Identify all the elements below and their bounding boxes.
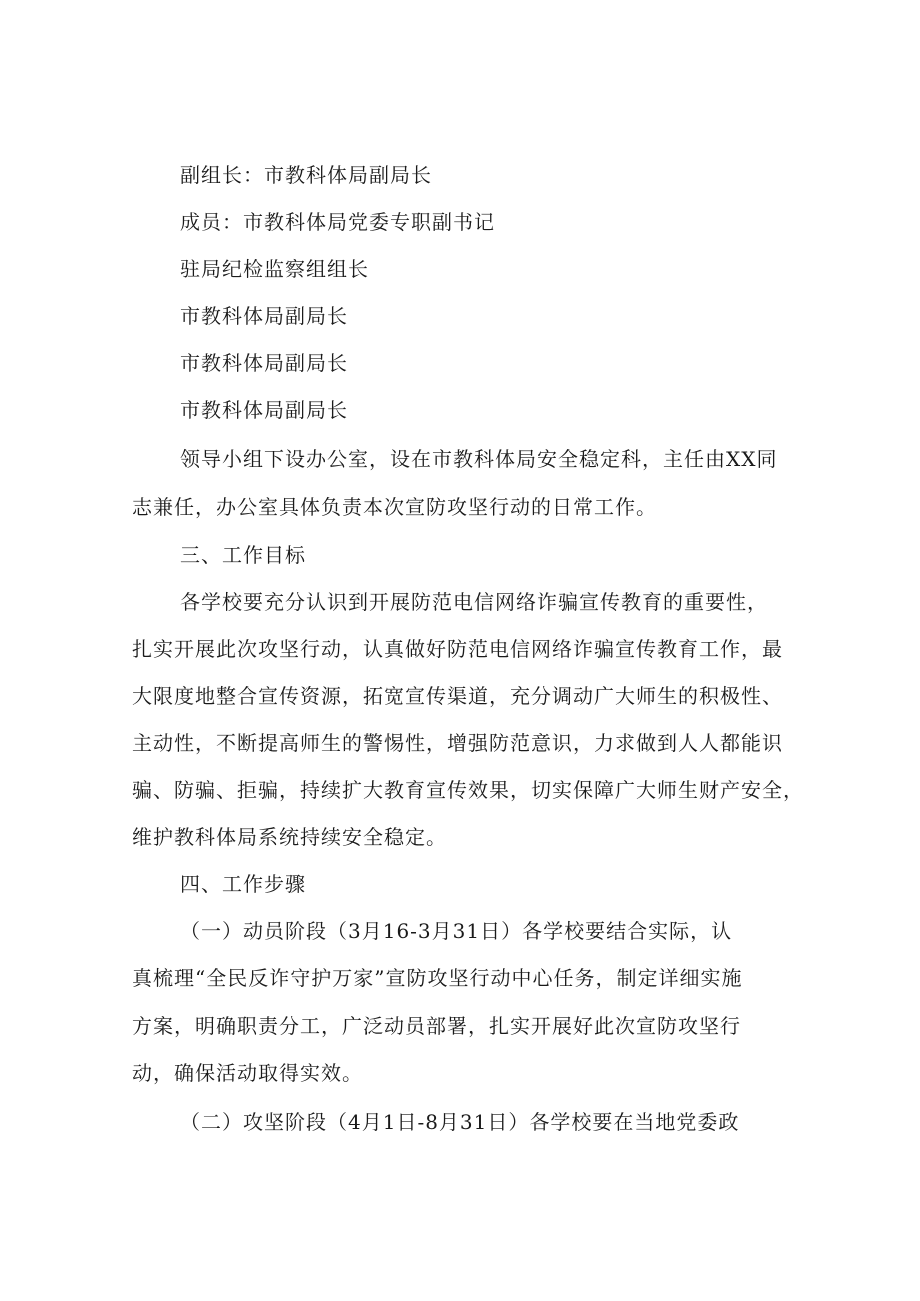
goals-paragraph-line-5: 骗、防骗、拒骗，持续扩大教育宣传效果，切实保障广大师生财产安全，	[132, 778, 804, 802]
office-paragraph-line-1: 领导小组下设办公室，设在市教科体局安全稳定科，主任由XX同	[180, 447, 778, 471]
section-heading-steps: 四、工作步骤	[180, 872, 306, 896]
goals-paragraph-line-4: 主动性，不断提高师生的警惕性，增强防范意识，力求做到人人都能识	[132, 731, 783, 755]
member-line-deputy-2: 市教科体局副局长	[180, 351, 348, 375]
office-paragraph-line-2: 志兼任，办公室具体负责本次宣防攻坚行动的日常工作。	[132, 495, 657, 519]
member-line-deputy-3: 市教科体局副局长	[180, 398, 348, 422]
member-line-deputy-1: 市教科体局副局长	[180, 304, 348, 328]
goals-paragraph-line-3: 大限度地整合宣传资源，拓宽宣传渠道，充分调动广大师生的积极性、	[132, 684, 783, 708]
goals-paragraph-line-1: 各学校要充分认识到开展防范电信网络诈骗宣传教育的重要性，	[180, 590, 768, 614]
members-line: 成员：市教科体局党委专职副书记	[180, 210, 495, 234]
step-two-line-1: （二）攻坚阶段（4月1日-8月31日）各学校要在当地党委政	[180, 1110, 740, 1134]
step-one-line-2: 真梳理“全民反诈守护万家”宣防攻坚行动中心任务，制定详细实施	[132, 966, 743, 990]
goals-paragraph-line-2: 扎实开展此次攻坚行动，认真做好防范电信网络诈骗宣传教育工作，最	[132, 637, 783, 661]
member-line-discipline: 驻局纪检监察组组长	[180, 257, 369, 281]
step-one-line-4: 动，确保活动取得实效。	[132, 1061, 363, 1085]
section-heading-goals: 三、工作目标	[180, 543, 306, 567]
deputy-leader-line: 副组长：市教科体局副局长	[180, 163, 432, 187]
step-one-line-3: 方案，明确职责分工，广泛动员部署，扎实开展好此次宣防攻坚行	[132, 1014, 741, 1038]
goals-paragraph-line-6: 维护教科体局系统持续安全稳定。	[132, 825, 447, 849]
step-one-line-1: （一）动员阶段（3月16-3月31日）各学校要结合实际，认	[180, 919, 733, 943]
